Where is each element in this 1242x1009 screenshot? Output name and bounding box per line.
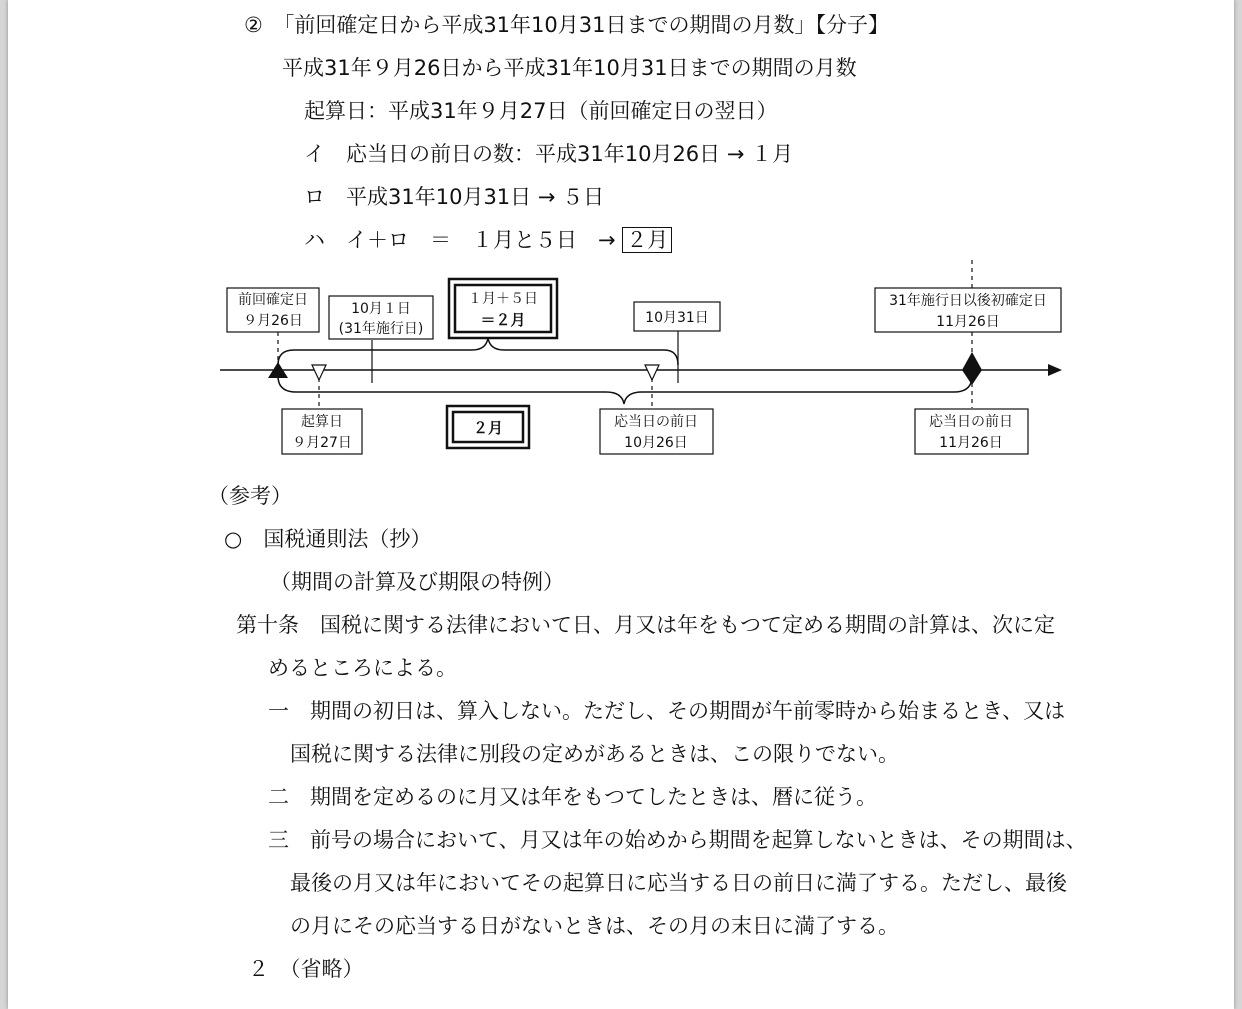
item3-line3: の月にその応当する日がないときは、その月の末日に満了する。 xyxy=(290,914,899,938)
oct26-date: 10月26日 xyxy=(624,435,688,451)
box-nov26 xyxy=(915,409,1028,454)
start-date-line: 起算日：平成31年９月27日（前回確定日の翌日） xyxy=(304,99,778,123)
item-ro-line: ロ 平成31年10月31日 → ５日 xyxy=(304,185,605,209)
axis-arrowhead xyxy=(1048,364,1062,376)
nov26-label: 応当日の前日 xyxy=(929,414,1013,430)
start-day-date: ９月27日 xyxy=(292,435,352,451)
item3-line2: 最後の月又は年においてその起算日に応当する日の前日に満了する。ただし、最後 xyxy=(290,871,1067,895)
section-title: ② 「前回確定日から平成31年10月31日までの期間の月数」【分子】 xyxy=(244,13,889,37)
lower-brace xyxy=(278,376,972,404)
sum-result: ＝２月 xyxy=(480,311,526,329)
oct26-marker xyxy=(645,365,659,380)
law-title: ○ 国税通則法（抄） xyxy=(224,527,432,551)
item1-line2: 国税に関する法律に別段の定めがあるときは、この限りでない。 xyxy=(290,742,899,766)
sum-label: １月＋５日 xyxy=(468,291,538,307)
item1-line1: 一 期間の初日は、算入しない。ただし、その期間が午前零時から始まるとき、又は xyxy=(268,699,1066,723)
upper-brace xyxy=(278,338,678,365)
oct26-label: 応当日の前日 xyxy=(614,414,698,430)
start-day-marker xyxy=(312,365,326,380)
item3-line1: 三 前号の場合において、月又は年の始めから期間を起算しないときは、その期間は、 xyxy=(268,828,1087,852)
box-previous-date xyxy=(227,288,319,332)
result-label: ２月 xyxy=(472,419,504,437)
enforcement-date-label: 10月１日 xyxy=(351,301,411,317)
box-enforcement-date xyxy=(329,296,433,339)
nov26-date: 11月26日 xyxy=(939,435,1003,451)
article-10-line2: めるところによる。 xyxy=(268,656,457,680)
box-result xyxy=(447,406,529,448)
article-10-line1: 第十条 国税に関する法律において日、月又は年をもつて定める期間の計算は、次に定 xyxy=(236,613,1055,637)
timeline-diagram xyxy=(0,0,1242,470)
first-confirm-label: 31年施行日以後初確定日 xyxy=(889,293,1047,309)
first-confirm-marker xyxy=(962,352,982,385)
period-subtitle: 平成31年９月26日から平成31年10月31日までの期間の月数 xyxy=(282,56,857,80)
box-sum xyxy=(449,279,557,338)
first-confirm-date: 11月26日 xyxy=(936,314,1000,330)
item-i-line: イ 応当日の前日の数：平成31年10月26日 → １月 xyxy=(304,142,794,166)
previous-date-label: 前回確定日 xyxy=(238,292,308,308)
previous-date-value: ９月26日 xyxy=(243,313,303,329)
box-oct26 xyxy=(600,409,713,454)
law-subheading: （期間の計算及び期限の特例） xyxy=(270,570,564,594)
ha-prefix: ハ イ＋ロ ＝ １月と５日 → xyxy=(304,228,616,252)
box-oct31 xyxy=(634,302,720,331)
box-start-day xyxy=(282,409,362,454)
ha-result-box: ２月 xyxy=(622,227,672,253)
oct31-label: 10月31日 xyxy=(645,310,709,326)
start-day-label: 起算日 xyxy=(301,414,343,430)
paragraph-2: ２ （省略） xyxy=(248,957,364,981)
reference-heading: （参考） xyxy=(208,484,292,508)
item2-line1: 二 期間を定めるのに月又は年をもつてしたときは、暦に従う。 xyxy=(268,785,877,809)
enforcement-date-note: (31年施行日) xyxy=(338,321,424,337)
box-first-confirm xyxy=(875,288,1061,332)
